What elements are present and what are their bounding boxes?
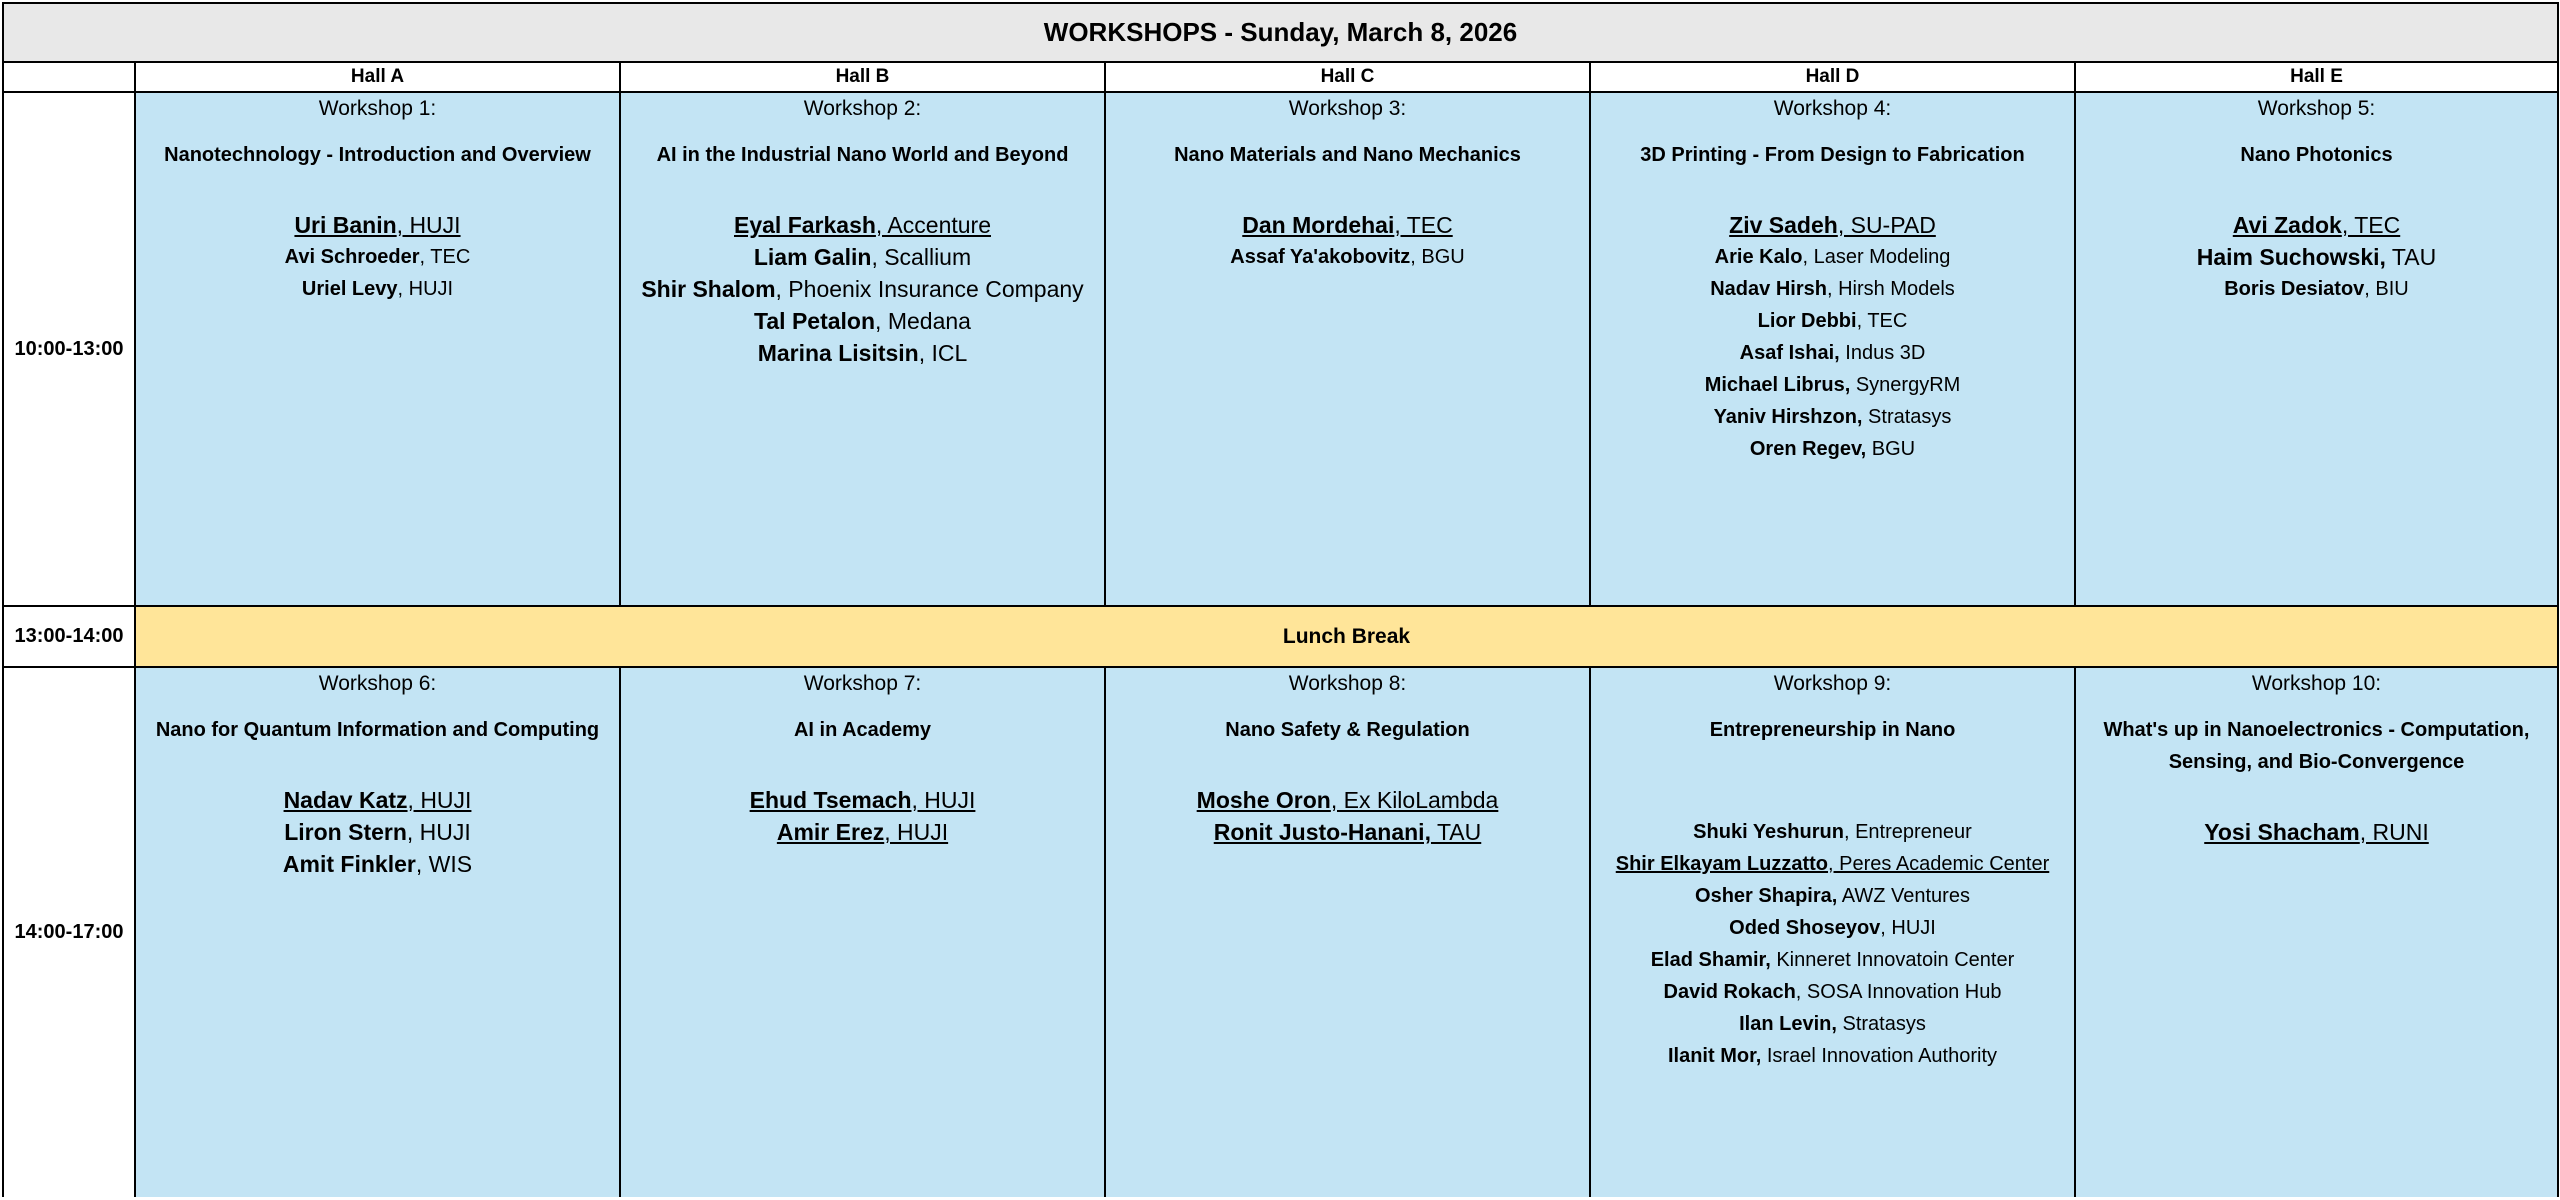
speaker-entry [1106,816,1589,848]
speaker-entry [1591,816,2074,848]
speaker-entry [1591,976,2074,1008]
speaker-name: Shuki Yeshurun [1693,821,1844,843]
speaker-name: Amit Finkler [282,851,416,877]
speaker-entry [1591,241,2074,273]
workshop-number: Workshop 4: [1773,97,1892,120]
speaker-name: Elad Shamir, [1650,949,1771,971]
workshop-number: Workshop 7: [803,672,922,695]
speaker-entry [136,241,619,273]
hall-header-e: Hall E [2076,63,2557,93]
time-slot-morning: 10:00-13:00 [4,93,136,607]
speaker-name: Oded Shoseyov [1729,917,1881,939]
workshop-title: Nano Safety & Regulation [1225,719,1470,741]
speaker-affiliation: , HUJI [397,278,454,300]
speaker-affiliation: SynergyRM [1850,374,1961,396]
speaker-entry [621,241,1104,273]
speaker-name: Liron Stern [284,819,407,845]
workshop-cell [1106,93,1591,607]
speaker-affiliation: TAU [1430,819,1482,845]
speaker-affiliation: , Peres Academic Center [1828,853,2050,875]
workshop-title: 3D Printing - From Design to Fabrication [1640,144,2025,166]
page-title: WORKSHOPS - Sunday, March 8, 2026 [4,4,2557,63]
speaker-entry [621,209,1104,241]
speaker-affiliation: AWZ Ventures [1837,885,1970,907]
workshop-cell [1591,668,2076,1197]
speaker-affiliation: Kinneret Innovatoin Center [1770,949,2015,971]
workshop-cell [1106,668,1591,1197]
hall-header-c: Hall C [1106,63,1591,93]
speaker-entry [2076,209,2557,241]
speaker-affiliation: , HUJI [406,819,471,845]
hall-header-a: Hall A [136,63,621,93]
speaker-affiliation: , TEC [1394,212,1453,238]
speaker-name: Tal Petalon [754,308,876,334]
speaker-affiliation: Stratasys [1836,1013,1926,1035]
speaker-affiliation: , SOSA Innovation Hub [1795,981,2002,1003]
speaker-affiliation: , HUJI [884,819,949,845]
time-slot-lunch: 13:00-14:00 [4,607,136,668]
speaker-name: Nadav Katz [283,787,408,813]
speaker-name: David Rokach [1663,981,1796,1003]
speaker-name: Boris Desiatov [2224,278,2365,300]
workshop-number: Workshop 10: [2251,672,2382,695]
speaker-list [136,784,619,880]
speaker-affiliation: , RUNI [2359,819,2429,845]
speaker-list [2076,209,2557,305]
workshop-number: Workshop 5: [2257,97,2376,120]
speaker-name: Ehud Tsemach [749,787,912,813]
speaker-name: Avi Zadok [2232,212,2342,238]
workshop-cell [621,668,1106,1197]
speaker-affiliation: , Scallium [871,244,972,270]
speaker-name: Michael Librus, [1704,374,1851,396]
speaker-name: Amir Erez [776,819,885,845]
speaker-entry [621,337,1104,369]
workshop-title: Nanotechnology - Introduction and Overview [164,144,591,166]
speaker-name: Shir Shalom [641,276,776,302]
speaker-entry [1591,848,2074,880]
speaker-name: Nadav Hirsh [1710,278,1827,300]
workshop-title: Nano for Quantum Information and Computing [155,719,600,741]
lunch-break: Lunch Break [136,607,2557,668]
speaker-list [1106,209,1589,273]
speaker-affiliation: , Ex KiloLambda [1330,787,1499,813]
speaker-affiliation: , HUJI [396,212,461,238]
speaker-affiliation: , BIU [2364,278,2409,300]
speaker-list [1591,816,2074,1072]
workshop-number: Workshop 9: [1773,672,1892,695]
speaker-entry [1591,1008,2074,1040]
speaker-entry [136,784,619,816]
workshop-number: Workshop 6: [318,672,437,695]
schedule-sheet [2,2,2559,1197]
hall-header-d: Hall D [1591,63,2076,93]
speaker-name: Ilan Levin, [1739,1013,1837,1035]
workshop-number: Workshop 1: [318,97,437,120]
workshop-cell [136,668,621,1197]
speaker-affiliation: Stratasys [1862,406,1952,428]
speaker-affiliation: , Entrepreneur [1843,821,1972,843]
speaker-list [2076,816,2557,848]
speaker-affiliation: , Laser Modeling [1802,246,1951,268]
workshop-cell [621,93,1106,607]
speaker-entry [1106,209,1589,241]
workshop-title: What's up in Nanoelectronics - Computation, Sensing, and Bio-Convergence [2103,719,2530,773]
speaker-name: Oren Regev, [1749,438,1867,460]
speaker-entry [1591,273,2074,305]
workshop-number: Workshop 3: [1288,97,1407,120]
speaker-affiliation: Indus 3D [1839,342,1926,364]
workshop-cell [2076,93,2557,607]
speaker-affiliation: , HUJI [1880,917,1936,939]
speaker-affiliation: , TEC [419,246,471,268]
speaker-entry [2076,816,2557,848]
workshop-number: Workshop 8: [1288,672,1407,695]
speaker-name: Eyal Farkash [734,212,876,238]
speaker-entry [2076,241,2557,273]
header-corner [4,63,136,93]
hall-header-b: Hall B [621,63,1106,93]
speaker-entry [1591,912,2074,944]
speaker-name: Asaf Ishai, [1739,342,1840,364]
speaker-name: Arie Kalo [1714,246,1803,268]
speaker-entry [1591,944,2074,976]
speaker-entry [621,816,1104,848]
speaker-affiliation: , HUJI [407,787,472,813]
speaker-affiliation: , TEC [2341,212,2401,238]
workshop-title: Entrepreneurship in Nano [1709,719,1956,741]
speaker-affiliation: , Accenture [875,212,991,238]
speaker-entry [136,273,619,305]
speaker-entry [621,305,1104,337]
speaker-affiliation: , WIS [415,851,473,877]
speaker-name: Ziv Sadeh [1729,212,1838,238]
speaker-list [621,209,1104,369]
speaker-affiliation: , SU-PAD [1837,212,1936,238]
speaker-name: Yaniv Hirshzon, [1713,406,1863,428]
speaker-entry [1591,880,2074,912]
speaker-affiliation: , HUJI [911,787,976,813]
speaker-name: Liam Galin [753,244,872,270]
speaker-affiliation: , BGU [1410,246,1465,268]
speaker-entry [1591,1040,2074,1072]
speaker-affiliation: , TEC [1856,310,1908,332]
workshop-cell [136,93,621,607]
speaker-affiliation: Israel Innovation Authority [1761,1045,1998,1067]
speaker-name: Haim Suchowski, [2196,244,2386,270]
speaker-name: Moshe Oron [1196,787,1331,813]
speaker-affiliation: BGU [1866,438,1916,460]
speaker-list [136,209,619,305]
speaker-name: Dan Mordehai [1242,212,1395,238]
speaker-entry [1591,369,2074,401]
speaker-affiliation: , Phoenix Insurance Company [775,276,1084,302]
speaker-entry [621,784,1104,816]
time-slot-afternoon: 14:00-17:00 [4,668,136,1197]
speaker-entry [136,816,619,848]
workshop-cell [2076,668,2557,1197]
speaker-name: Shir Elkayam Luzzatto [1615,853,1829,875]
speaker-entry [1591,209,2074,241]
speaker-entry [1591,401,2074,433]
speaker-list [1106,784,1589,848]
speaker-entry [1591,433,2074,465]
workshop-number: Workshop 2: [803,97,922,120]
speaker-name: Ilanit Mor, [1667,1045,1762,1067]
speaker-affiliation: , Hirsh Models [1826,278,1955,300]
speaker-entry [621,273,1104,305]
speaker-entry [1106,784,1589,816]
speaker-affiliation: , ICL [918,340,968,366]
speaker-name: Assaf Ya'akobovitz [1230,246,1411,268]
speaker-name: Lior Debbi [1757,310,1857,332]
workshop-title: Nano Materials and Nano Mechanics [1174,144,1521,166]
speaker-entry [136,848,619,880]
speaker-name: Ronit Justo-Hanani, [1213,819,1431,845]
speaker-affiliation: , Medana [875,308,971,334]
speaker-entry [1591,337,2074,369]
speaker-list [621,784,1104,848]
speaker-name: Yosi Shacham [2204,819,2360,845]
speaker-name: Uriel Levy [301,278,398,300]
speaker-entry [1106,241,1589,273]
workshop-title: AI in Academy [793,719,932,741]
speaker-list [1591,209,2074,465]
workshop-title: AI in the Industrial Nano World and Beyond [656,144,1069,166]
speaker-entry [136,209,619,241]
speaker-name: Avi Schroeder [284,246,420,268]
speaker-affiliation: TAU [2385,244,2437,270]
workshop-cell [1591,93,2076,607]
speaker-name: Marina Lisitsin [757,340,919,366]
speaker-name: Osher Shapira, [1695,885,1838,907]
speaker-entry [1591,305,2074,337]
speaker-entry [2076,273,2557,305]
workshop-title: Nano Photonics [2240,144,2393,166]
speaker-name: Uri Banin [294,212,397,238]
